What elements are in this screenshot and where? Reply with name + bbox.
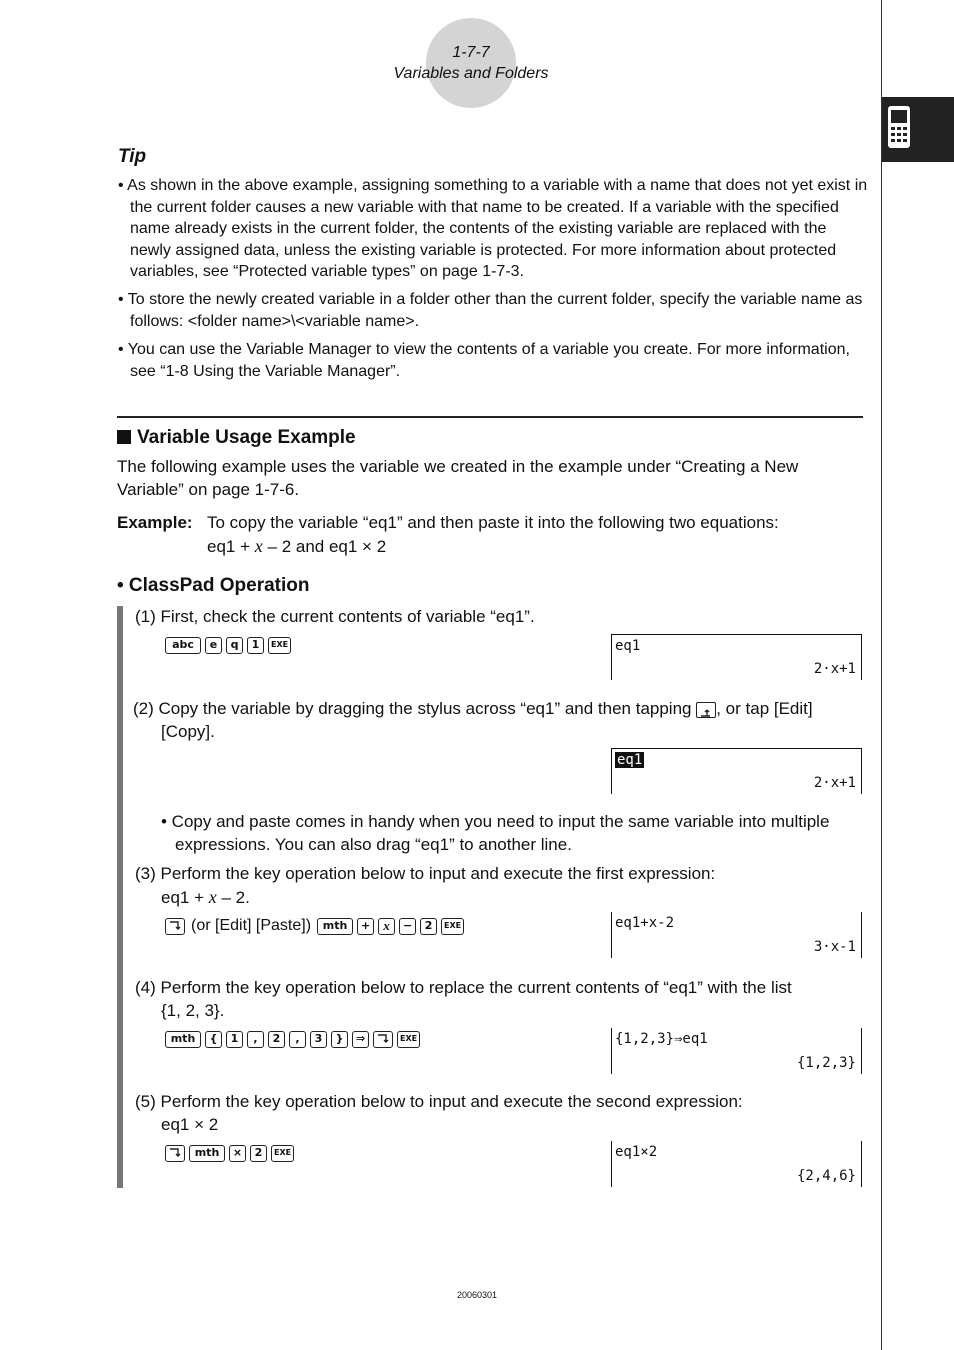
square-bullet-icon bbox=[117, 430, 131, 444]
paste-icon bbox=[165, 1145, 185, 1162]
step-3-text: (3) Perform the key operation below to input and execute the first expression: bbox=[135, 864, 716, 883]
margin-rule bbox=[881, 0, 882, 1350]
screen-step-2: eq1 2·x+1 bbox=[611, 748, 862, 794]
key-comma: , bbox=[289, 1031, 306, 1048]
key-x: x bbox=[378, 918, 395, 935]
key-open-brace: { bbox=[205, 1031, 222, 1048]
paste-icon bbox=[373, 1031, 393, 1048]
tip-bullet: • You can use the Variable Manager to view the contents of a variable you create. For more information, see “1-8 Using the Variable Manager”. bbox=[118, 341, 850, 380]
screen-step-4: {1,2,3}⇒eq1 {1,2,3} bbox=[611, 1028, 862, 1074]
screen-step-5: eq1×2 {2,4,6} bbox=[611, 1141, 862, 1187]
step-4-text-cont: {1, 2, 3}. bbox=[161, 1001, 225, 1020]
key-abc: abc bbox=[165, 637, 201, 654]
copy-icon bbox=[696, 702, 716, 718]
step-2-text-cont: [Copy]. bbox=[161, 722, 215, 741]
step-1-text: (1) First, check the current contents of variable “eq1”. bbox=[135, 607, 535, 626]
step-5-expression: eq1 × 2 bbox=[161, 1115, 219, 1134]
operation-title: • ClassPad Operation bbox=[117, 575, 310, 596]
key-e: e bbox=[205, 637, 222, 654]
paste-icon bbox=[165, 918, 185, 935]
key-exe: EXE bbox=[268, 637, 291, 654]
tip-title: Tip bbox=[118, 146, 147, 167]
tip-bullet: • To store the newly created variable in a folder other than the current folder, specify the variable name as follows: <folder name>\<variable name>. bbox=[118, 291, 863, 330]
key-mth: mth bbox=[165, 1031, 201, 1048]
step-3-keys bbox=[165, 917, 468, 935]
key-exe: EXE bbox=[271, 1145, 294, 1162]
key-q: q bbox=[226, 637, 243, 654]
key-2: 2 bbox=[420, 918, 437, 935]
key-3: 3 bbox=[310, 1031, 327, 1048]
step-5-keys bbox=[165, 1145, 298, 1162]
footer-code: 20060301 bbox=[456, 1290, 498, 1300]
step-4-text: (4) Perform the key operation below to replace the current contents of “eq1” with the list bbox=[135, 978, 792, 997]
page-number: 1-7-7 bbox=[452, 44, 490, 61]
step-5-text: (5) Perform the key operation below to input and execute the second expression: bbox=[135, 1092, 743, 1111]
example-label: Example: bbox=[117, 513, 193, 532]
tip-bullet: • As shown in the above example, assigning something to a variable with a name that does not yet exist in the current folder causes a new variable with that name to be created. If a variable with the specified name already exists in the current folder, the contents of the existing variable are replaced with the newly assigned data, unless the existing variable is protected. For more information about protected variables, see “Protected variable types” on page 1-7-3. bbox=[118, 177, 868, 281]
key-minus: − bbox=[399, 918, 416, 935]
key-1: 1 bbox=[226, 1031, 243, 1048]
screen-step-3: eq1+x-2 3·x-1 bbox=[611, 912, 862, 958]
step-1-keys bbox=[165, 637, 295, 654]
key-exe: EXE bbox=[397, 1031, 420, 1048]
example-text: To copy the variable “eq1” and then paste it into the following two equations: bbox=[207, 513, 779, 532]
screen-step-1: eq1 2·x+1 bbox=[611, 634, 862, 680]
section-header: Variables and Folders bbox=[393, 65, 549, 82]
key-mth: mth bbox=[189, 1145, 225, 1162]
step-2-text: (2) Copy the variable by dragging the stylus across “eq1” and then tapping , or tap [Edit] bbox=[133, 699, 813, 718]
key-multiply: × bbox=[229, 1145, 246, 1162]
calculator-icon bbox=[882, 97, 954, 162]
header-circle bbox=[426, 18, 516, 108]
key-mth: mth bbox=[317, 918, 353, 935]
key-2: 2 bbox=[250, 1145, 267, 1162]
step-2-note: • Copy and paste comes in handy when you need to input the same variable into multiple expressions. You can also drag “eq1” to another line. bbox=[161, 812, 830, 854]
key-comma: , bbox=[247, 1031, 264, 1048]
step-3-expression: eq1 + x – 2. bbox=[161, 887, 250, 907]
section-title: Variable Usage Example bbox=[117, 427, 356, 449]
key-close-brace: } bbox=[331, 1031, 348, 1048]
calculator-tab bbox=[882, 97, 954, 162]
key-1: 1 bbox=[247, 637, 264, 654]
key-plus: + bbox=[357, 918, 374, 935]
example-equations: eq1 + x – 2 and eq1 × 2 bbox=[207, 536, 387, 556]
key-exe: EXE bbox=[441, 918, 464, 935]
operation-bar bbox=[117, 606, 123, 1188]
key-store-arrow: ⇒ bbox=[352, 1031, 369, 1048]
paste-text: (or [Edit] [Paste]) bbox=[191, 917, 312, 934]
section-divider bbox=[117, 416, 863, 418]
key-2: 2 bbox=[268, 1031, 285, 1048]
step-4-keys bbox=[165, 1031, 424, 1048]
section-intro: The following example uses the variable we created in the example under “Creating a New Variable” on page 1-7-6. bbox=[117, 457, 799, 499]
